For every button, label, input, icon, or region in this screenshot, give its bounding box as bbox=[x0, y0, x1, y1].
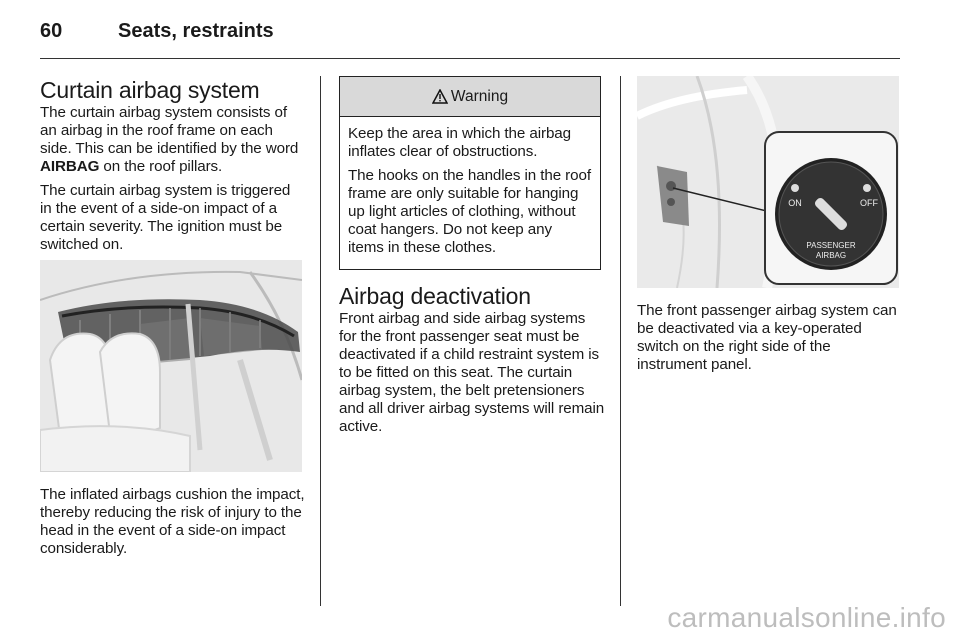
warning-paragraph-1: Keep the area in which the airbag inflates clear of obstructions. bbox=[348, 125, 571, 160]
column-3 bbox=[637, 76, 901, 380]
header-divider bbox=[40, 58, 900, 59]
page-number: 60 bbox=[40, 20, 63, 42]
key-switch-illustration bbox=[637, 76, 899, 288]
heading-airbag-deactivation: Airbag deactivation bbox=[339, 283, 531, 309]
car-interior-illustration bbox=[40, 260, 302, 472]
warning-header bbox=[340, 77, 600, 117]
paragraph-switch: The front passenger airbag system can be deactivated via a key-operated switch on the right side of the instrument panel. bbox=[637, 302, 897, 373]
page-header bbox=[40, 20, 274, 46]
column-1 bbox=[40, 76, 306, 564]
switch-on-label: ON bbox=[788, 198, 802, 208]
paragraph-curtain-1: The curtain airbag system consists of an airbag in the roof frame on each side. This can be identified by the word AIRBAG on the roof pillars. bbox=[40, 104, 299, 175]
column-divider-1 bbox=[320, 76, 321, 606]
section-title: Seats, restraints bbox=[118, 20, 274, 42]
paragraph-deactivation: Front airbag and side airbag systems for the front passenger seat must be deactivated if a child restraint system is to be fitted on this seat. The curtain airbag system, the belt pretensioners and all driver airbag systems will remain active. bbox=[339, 310, 605, 435]
switch-passenger-label: PASSENGER bbox=[806, 241, 856, 250]
paragraph-curtain-2: The curtain airbag system is triggered in the event of a side-on impact of a certain severity. The ignition must be switched on. bbox=[40, 182, 291, 253]
warning-body bbox=[340, 117, 600, 269]
warning-box bbox=[339, 76, 601, 270]
paragraph-curtain-3: The inflated airbags cushion the impact, thereby reducing the risk of injury to the head in the event of a side-on impact considerably. bbox=[40, 486, 305, 557]
warning-triangle-icon bbox=[432, 89, 448, 104]
warning-paragraph-2: The hooks on the handles in the roof frame are only suitable for hanging up light articles of clothing, without coat hangers. Do not keep any items in these clothes. bbox=[348, 167, 591, 256]
airbag-word: AIRBAG bbox=[40, 158, 100, 175]
watermark: carmanualsonline.info bbox=[667, 602, 946, 633]
airbag-switch-illustration bbox=[637, 76, 899, 288]
column-2 bbox=[339, 76, 605, 442]
column-divider-2 bbox=[620, 76, 621, 606]
switch-off-label: OFF bbox=[860, 198, 878, 208]
switch-airbag-label: AIRBAG bbox=[815, 251, 847, 260]
heading-curtain-airbag: Curtain airbag system bbox=[40, 77, 260, 103]
curtain-airbag-illustration bbox=[40, 260, 302, 472]
warning-title: Warning bbox=[450, 87, 509, 105]
